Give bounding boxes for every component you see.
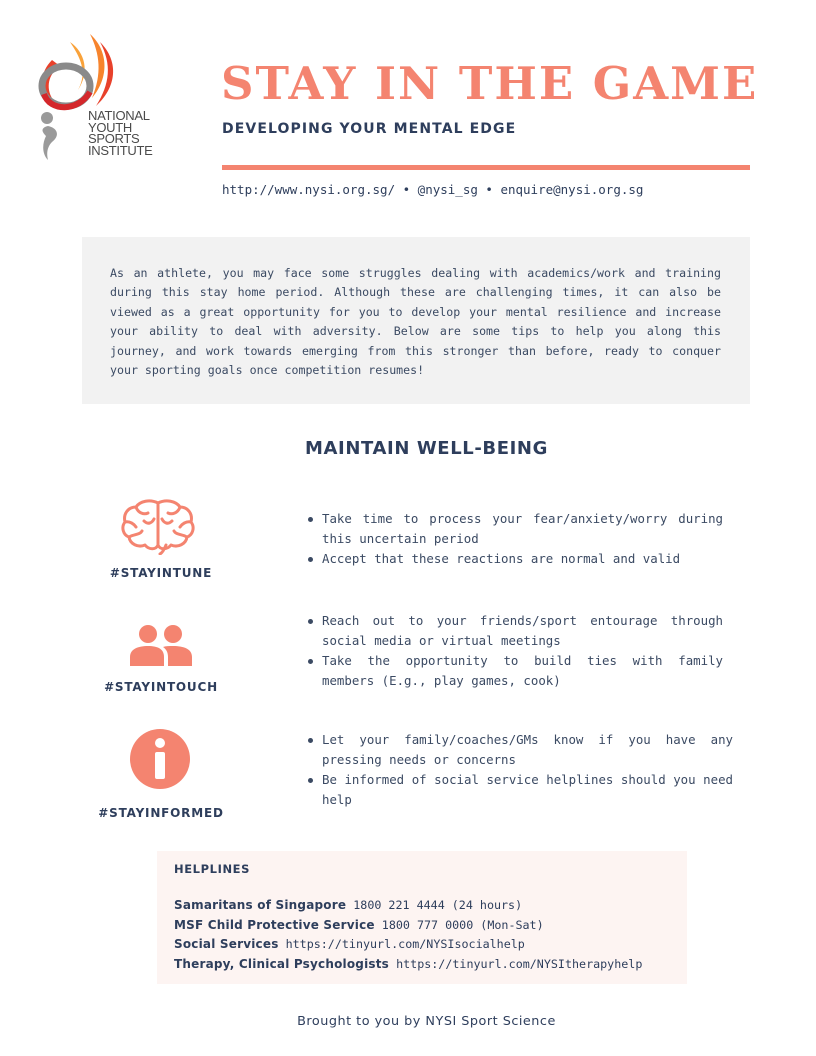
- bullet-list: [304, 730, 733, 810]
- list-item: Be informed of social service helplines should you need help: [322, 770, 733, 810]
- list-item: Reach out to your friends/sport entourage through social media or virtual meetings: [322, 611, 723, 651]
- section-title: MAINTAIN WELL-BEING: [305, 438, 548, 459]
- helpline-item: [174, 898, 522, 912]
- helpline-name: MSF Child Protective Service: [174, 918, 375, 932]
- helplines-title: HELPLINES: [174, 862, 251, 876]
- list-item: Accept that these reactions are normal and valid: [322, 549, 723, 569]
- helpline-detail: 1800 777 0000 (Mon-Sat): [381, 918, 544, 932]
- helpline-detail: 1800 221 4444 (24 hours): [353, 898, 523, 912]
- helpline-item: [174, 918, 544, 932]
- info-icon: [130, 729, 190, 789]
- page-title: STAY IN THE GAME: [221, 57, 759, 110]
- bullet-list: [304, 611, 723, 691]
- helpline-item: [174, 957, 642, 971]
- logo-wordmark: [88, 110, 152, 156]
- tag-stayintouch: #STAYINTOUCH: [104, 680, 218, 694]
- page-subtitle: DEVELOPING YOUR MENTAL EDGE: [222, 121, 517, 137]
- helpline-item: [174, 937, 525, 951]
- helplines-box: [157, 851, 687, 984]
- list-item: Take the opportunity to build ties with family members (E.g., play games, cook): [322, 651, 723, 691]
- list-item: Let your family/coaches/GMs know if you have any pressing needs or concerns: [322, 730, 733, 770]
- logo-line: SPORTS: [88, 131, 140, 146]
- tag-stayinformed: #STAYINFORMED: [98, 806, 224, 820]
- helpline-name: Samaritans of Singapore: [174, 898, 347, 912]
- logo-line: YOUTH: [88, 119, 133, 135]
- nysi-logo: [30, 32, 175, 167]
- people-icon: [128, 624, 194, 668]
- helpline-name: Therapy, Clinical Psychologists: [174, 957, 390, 971]
- contact-line[interactable]: http://www.nysi.org.sg/ • @nysi_sg • enquire@nysi.org.sg: [222, 182, 644, 197]
- helpline-name: Social Services: [174, 937, 279, 951]
- tag-stayintune: #STAYINTUNE: [109, 566, 213, 580]
- header-divider: [222, 165, 750, 170]
- logo-line: INSTITUTE: [88, 142, 153, 158]
- intro-box: [82, 237, 750, 404]
- bullet-list: [304, 509, 723, 569]
- helpline-link[interactable]: https://tinyurl.com/NYSIsocialhelp: [285, 937, 525, 951]
- list-item: Take time to process your fear/anxiety/worry during this uncertain period: [322, 509, 723, 549]
- logo-line: NATIONAL: [88, 108, 150, 123]
- brain-icon: [120, 497, 196, 555]
- intro-text: As an athlete, you may face some struggles dealing with academics/work and training during this stay home period. Although these are challenging times, it can also be viewed as a great opportunity for you to develop your mental resilience and increase your ability to deal with adversity. Below are some tips to help you along this journey, and work towards emerging from this stronger than before, ready to conquer your sporting goals once competition resumes!: [110, 266, 721, 378]
- footer-credit: Brought to you by NYSI Sport Science: [297, 1014, 556, 1029]
- helpline-link[interactable]: https://tinyurl.com/NYSItherapyhelp: [396, 957, 643, 971]
